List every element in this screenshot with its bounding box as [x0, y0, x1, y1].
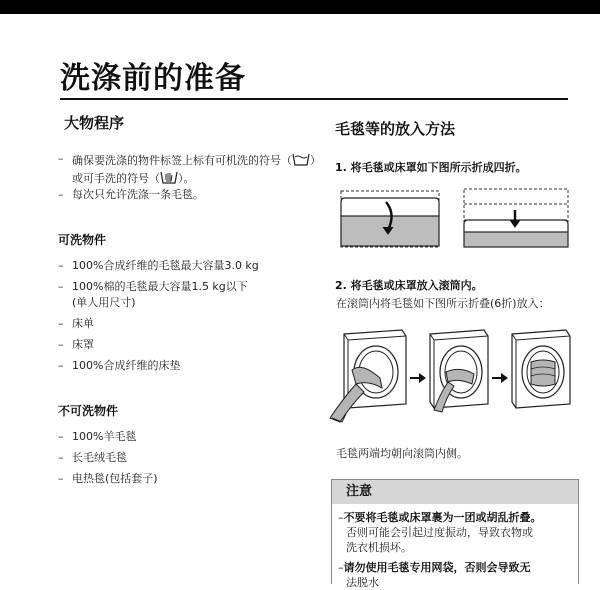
caution-line-1: –不要将毛毯或床罩裹为一团或胡乱折叠。	[338, 511, 542, 524]
list-item: – 确保要洗涤的物件标签上标有可机洗的符号（ ）或可手洗的符号（ ）。	[58, 151, 328, 187]
nonwashable-title: 不可洗物件	[58, 404, 119, 418]
step-2-description: 在滚筒内将毛毯如下图所示折叠(6折)放入：	[336, 297, 550, 310]
caution-line-1-rest-b: 洗衣机损坏。	[346, 541, 412, 554]
washable-title: 可洗物件	[58, 233, 107, 247]
section-title-bulky: 大物程序	[64, 114, 125, 132]
right-column	[335, 118, 585, 175]
intro-list	[58, 151, 328, 203]
machine-wash-icon	[292, 151, 310, 169]
washer-2-illustration	[430, 330, 488, 412]
caution-line-2-cut: 法脱水	[346, 576, 379, 589]
list-item: – 床罩	[58, 337, 328, 353]
step-1: 1. 将毛毯或床罩如下图所示折成四折。	[335, 161, 527, 174]
figure-caption: 毛毯两端均朝向滚筒内侧。	[336, 447, 468, 460]
hand-wash-icon	[160, 169, 178, 187]
list-item: – 每次只允许洗涤一条毛毯。	[58, 187, 328, 203]
list-item: – 电热毯(包括套子)	[58, 471, 328, 487]
caution-body	[332, 504, 578, 590]
title-divider	[60, 98, 568, 100]
caution-line-2: –请勿使用毛毯专用网袋，否则会导致无	[338, 561, 531, 574]
caution-box	[331, 479, 579, 589]
page-title: 洗涤前的准备	[60, 61, 246, 96]
washer-1-illustration	[330, 330, 406, 422]
fold-diagram-2	[463, 188, 569, 250]
drum-loading-diagram	[322, 322, 582, 432]
step-2: 2. 将毛毯或床罩放入滚筒内。	[335, 279, 483, 292]
list-item: – 100%羊毛毯	[58, 429, 328, 445]
nonwashable-list	[58, 429, 328, 487]
list-item: – 长毛绒毛毯	[58, 450, 328, 466]
washer-3-illustration	[512, 330, 570, 408]
caution-line-1-rest-a: 否则可能会引起过度振动，导致衣物或	[346, 526, 533, 539]
washable-list	[58, 258, 328, 374]
top-black-bar	[0, 0, 600, 14]
left-column	[58, 112, 328, 487]
list-item: – 床单	[58, 316, 328, 332]
list-item: – 100%棉的毛毯最大容量1.5 kg以下 (单人用尺寸)	[58, 279, 328, 311]
fold-diagram-1	[340, 190, 440, 250]
section-title-loading: 毛毯等的放入方法	[335, 120, 456, 138]
caution-title: 注意	[332, 480, 578, 504]
list-item: – 100%合成纤维的毛毯最大容量3.0 kg	[58, 258, 328, 274]
list-item: – 100%合成纤维的床垫	[58, 358, 328, 374]
